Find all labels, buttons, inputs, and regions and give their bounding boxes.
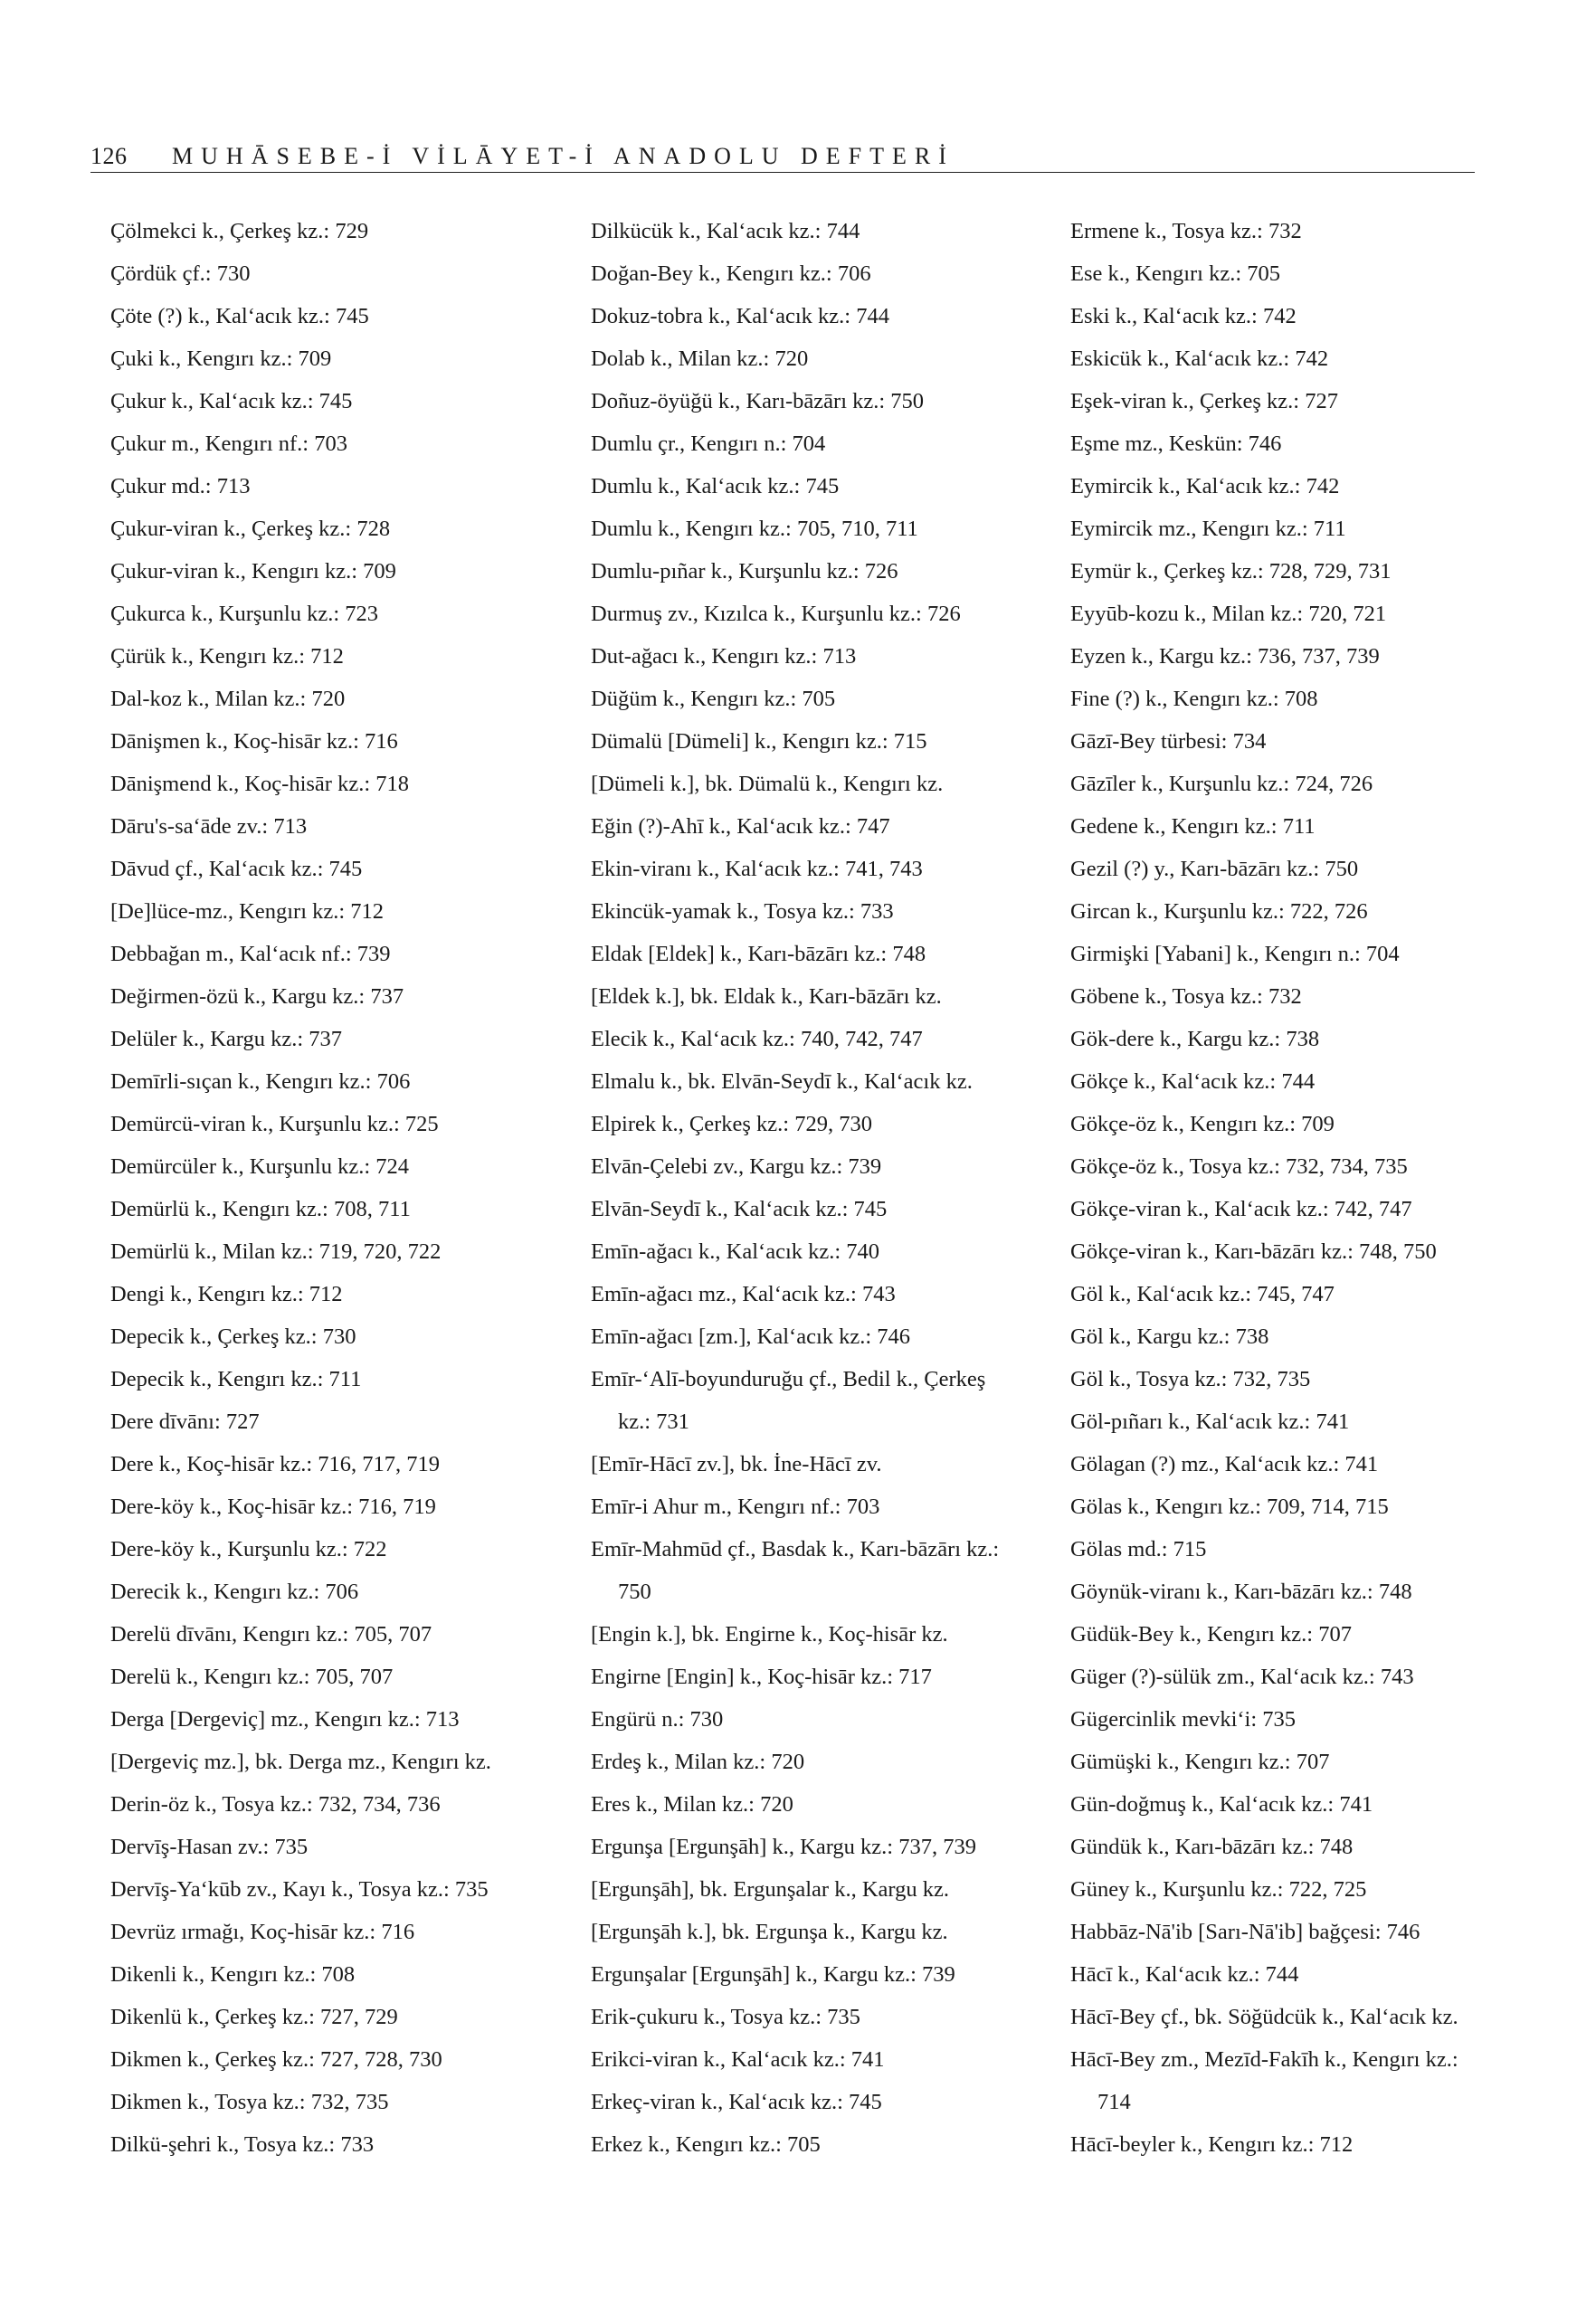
index-entry: Elmalu k., bk. Elvān-Seydī k., Kal‘acık kz. [591,1069,973,1094]
index-entry: Durmuş zv., Kızılca k., Kurşunlu kz.: 726 [591,602,961,626]
index-entry: Demīrli-sıçan k., Kengırı kz.: 706 [110,1069,411,1094]
index-entry: Dokuz-tobra k., Kal‘acık kz.: 744 [591,304,889,328]
index-entry: Çukur m., Kengırı nf.: 703 [110,432,347,456]
index-entry: Debbağan m., Kal‘acık nf.: 739 [110,942,391,966]
index-entry: Elvān-Çelebi zv., Kargu kz.: 739 [591,1154,882,1179]
index-entry: Eskicük k., Kal‘acık kz.: 742 [1070,346,1329,371]
index-entry: Demürlü k., Kengırı kz.: 708, 711 [110,1197,411,1221]
index-entry: kz.: 731 [618,1410,689,1434]
index-column-1 [110,210,581,2166]
index-entry: Gündük k., Karı-bāzārı kz.: 748 [1070,1835,1354,1859]
index-entry: Emīr-Mahmūd çf., Basdak k., Karı-bāzārı kz.: [591,1537,1000,1561]
index-entry: Emīn-ağacı mz., Kal‘acık kz.: 743 [591,1282,896,1306]
index-entry: Emīr-‘Alī-boyunduruğu çf., Bedil k., Çerkeş [591,1367,986,1391]
header-rule [90,172,1475,173]
index-entry: Demürlü k., Milan kz.: 719, 720, 722 [110,1239,442,1264]
index-entry: Ekin-viranı k., Kal‘acık kz.: 741, 743 [591,857,923,881]
index-entry: Devrüz ırmağı, Koç-hisār kz.: 716 [110,1920,415,1944]
index-entry: Delüler k., Kargu kz.: 737 [110,1027,343,1051]
index-entry: 750 [618,1580,651,1604]
index-entry: Çölmekci k., Çerkeş kz.: 729 [110,219,369,243]
index-entry: Dikenli k., Kengırı kz.: 708 [110,1962,356,1987]
index-entry: Dānişmen k., Koç-hisār kz.: 716 [110,729,398,754]
index-entry: Hācī k., Kal‘acık kz.: 744 [1070,1962,1299,1987]
index-entry: Dere-köy k., Koç-hisār kz.: 716, 719 [110,1495,436,1519]
index-entry: Elvān-Seydī k., Kal‘acık kz.: 745 [591,1197,888,1221]
index-entry: Eşek-viran k., Çerkeş kz.: 727 [1070,389,1338,413]
index-entry: Dumlu k., Kal‘acık kz.: 745 [591,474,840,498]
index-entry: Gök-dere k., Kargu kz.: 738 [1070,1027,1320,1051]
index-entry: Eres k., Milan kz.: 720 [591,1792,793,1817]
index-entry: Dikenlü k., Çerkeş kz.: 727, 729 [110,2005,398,2029]
index-entry: Dere k., Koç-hisār kz.: 716, 717, 719 [110,1452,441,1476]
index-entry: Dal-koz k., Milan kz.: 720 [110,687,346,711]
index-entry: Gāzī-Bey türbesi: 734 [1070,729,1267,754]
index-entry: Gölagan (?) mz., Kal‘acık kz.: 741 [1070,1452,1379,1476]
index-entry: Ergunşa [Ergunşāh] k., Kargu kz.: 737, 739 [591,1835,976,1859]
index-entry: Derelü dīvānı, Kengırı kz.: 705, 707 [110,1622,432,1647]
index-entry: Eymür k., Çerkeş kz.: 728, 729, 731 [1070,559,1392,584]
index-entry: Dut-ağacı k., Kengırı kz.: 713 [591,644,857,669]
index-entry: Güney k., Kurşunlu kz.: 722, 725 [1070,1877,1367,1902]
index-entry: Gügercinlik mevki‘i: 735 [1070,1707,1297,1732]
index-entry: Gedene k., Kengırı kz.: 711 [1070,814,1316,839]
index-entry: Gökçe-öz k., Tosya kz.: 732, 734, 735 [1070,1154,1408,1179]
index-entry: [Ergunşāh], bk. Ergunşalar k., Kargu kz. [591,1877,949,1902]
index-entry: Göl k., Kal‘acık kz.: 745, 747 [1070,1282,1335,1306]
index-entry: [De]lüce-mz., Kengırı kz.: 712 [110,899,385,924]
index-entry: Hācī-Bey zm., Mezīd-Fakīh k., Kengırı kz.: [1070,2047,1458,2072]
index-entry: Hācī-beyler k., Kengırı kz.: 712 [1070,2132,1354,2157]
index-entry: Çördük çf.: 730 [110,261,251,286]
index-entry: [Dergeviç mz.], bk. Derga mz., Kengırı kz. [110,1750,491,1774]
index-entry: Doğan-Bey k., Kengırı kz.: 706 [591,261,871,286]
index-entry: Gökçe k., Kal‘acık kz.: 744 [1070,1069,1316,1094]
index-entry: Doñuz-öyüğü k., Karı-bāzārı kz.: 750 [591,389,925,413]
index-entry: Derin-öz k., Tosya kz.: 732, 734, 736 [110,1792,441,1817]
index-entry: Eşme mz., Keskün: 746 [1070,432,1282,456]
index-entry: Gāzīler k., Kurşunlu kz.: 724, 726 [1070,772,1373,796]
index-entry: Düğüm k., Kengırı kz.: 705 [591,687,836,711]
index-entry: Depecik k., Kengırı kz.: 711 [110,1367,362,1391]
index-entry: Elpirek k., Çerkeş kz.: 729, 730 [591,1112,872,1136]
index-entry: Güdük-Bey k., Kengırı kz.: 707 [1070,1622,1352,1647]
index-entry: Gün-doğmuş k., Kal‘acık kz.: 741 [1070,1792,1373,1817]
index-entry: Girmişki [Yabani] k., Kengırı n.: 704 [1070,942,1400,966]
index-entry: Erkez k., Kengırı kz.: 705 [591,2132,821,2157]
index-entry: Derelü k., Kengırı kz.: 705, 707 [110,1665,394,1689]
index-entry: Gökçe-viran k., Karı-bāzārı kz.: 748, 750 [1070,1239,1437,1264]
index-entry: Gümüşki k., Kengırı kz.: 707 [1070,1750,1330,1774]
index-entry: Çöte (?) k., Kal‘acık kz.: 745 [110,304,369,328]
index-entry: Dikmen k., Çerkeş kz.: 727, 728, 730 [110,2047,442,2072]
index-entry: Göbene k., Tosya kz.: 732 [1070,984,1302,1009]
index-entry: 714 [1097,2090,1131,2114]
index-entry: Eyzen k., Kargu kz.: 736, 737, 739 [1070,644,1380,669]
index-entry: Dumlu k., Kengırı kz.: 705, 710, 711 [591,517,918,541]
index-entry: Habbāz-Nā'ib [Sarı-Nā'ib] bağçesi: 746 [1070,1920,1420,1944]
index-entry: Eymircik k., Kal‘acık kz.: 742 [1070,474,1340,498]
index-entry: Ekincük-yamak k., Tosya kz.: 733 [591,899,894,924]
index-entry: Dāru's-sa‘āde zv.: 713 [110,814,308,839]
index-entry: Hācī-Bey çf., bk. Söğüdcük k., Kal‘acık kz. [1070,2005,1458,2029]
index-entry: Ese k., Kengırı kz.: 705 [1070,261,1281,286]
index-entry: Erdeş k., Milan kz.: 720 [591,1750,805,1774]
index-entry: Göl-pıñarı k., Kal‘acık kz.: 741 [1070,1410,1350,1434]
index-entry: Dere-köy k., Kurşunlu kz.: 722 [110,1537,387,1561]
index-entry: Fine (?) k., Kengırı kz.: 708 [1070,687,1318,711]
index-entry: Gezil (?) y., Karı-bāzārı kz.: 750 [1070,857,1359,881]
index-entry: Göl k., Tosya kz.: 732, 735 [1070,1367,1311,1391]
index-entry: Engürü n.: 730 [591,1707,724,1732]
index-entry: Eski k., Kal‘acık kz.: 742 [1070,304,1297,328]
index-entry: Çukur-viran k., Kengırı kz.: 709 [110,559,396,584]
index-entry: Ermene k., Tosya kz.: 732 [1070,219,1302,243]
page-number: 126 [90,143,128,169]
index-entry: Dümalü [Dümeli] k., Kengırı kz.: 715 [591,729,927,754]
index-entry: Erkeç-viran k., Kal‘acık kz.: 745 [591,2090,882,2114]
index-entry: Derga [Dergeviç] mz., Kengırı kz.: 713 [110,1707,460,1732]
index-entry: Elecik k., Kal‘acık kz.: 740, 742, 747 [591,1027,923,1051]
index-entry: Gircan k., Kurşunlu kz.: 722, 726 [1070,899,1368,924]
index-column-2 [591,210,1070,2166]
index-entry: Dānişmend k., Koç-hisār kz.: 718 [110,772,409,796]
index-entry: Dervīş-Hasan zv.: 735 [110,1835,309,1859]
book-title: MUHĀSEBE-İ VİLĀYET-İ ANADOLU DEFTERİ [172,143,955,169]
index-entry: Emīn-ağacı [zm.], Kal‘acık kz.: 746 [591,1324,911,1349]
index-entry: Derecik k., Kengırı kz.: 706 [110,1580,359,1604]
index-entry: Göl k., Kargu kz.: 738 [1070,1324,1269,1349]
index-entry: Eymircik mz., Kengırı kz.: 711 [1070,517,1346,541]
index-entry: [Engin k.], bk. Engirne k., Koç-hisār kz. [591,1622,948,1647]
index-entry: Dere dīvānı: 727 [110,1410,260,1434]
index-entry: Emīn-ağacı k., Kal‘acık kz.: 740 [591,1239,880,1264]
index-entry: Gökçe-öz k., Kengırı kz.: 709 [1070,1112,1335,1136]
index-entry: [Eldek k.], bk. Eldak k., Karı-bāzārı kz. [591,984,942,1009]
running-header [90,143,1502,170]
index-entry: Çuki k., Kengırı kz.: 709 [110,346,332,371]
index-entry: Demürcü-viran k., Kurşunlu kz.: 725 [110,1112,439,1136]
index-entry: Dumlu çr., Kengırı n.: 704 [591,432,826,456]
index-entry: Dilkücük k., Kal‘acık kz.: 744 [591,219,860,243]
index-entry: Değirmen-özü k., Kargu kz.: 737 [110,984,404,1009]
index-entry: Dolab k., Milan kz.: 720 [591,346,809,371]
index-entry: Çukurca k., Kurşunlu kz.: 723 [110,602,378,626]
index-entry: Gökçe-viran k., Kal‘acık kz.: 742, 747 [1070,1197,1412,1221]
index-column-3 [1070,210,1532,2166]
index-entry: Engirne [Engin] k., Koç-hisār kz.: 717 [591,1665,932,1689]
index-entry: Eğin (?)-Ahī k., Kal‘acık kz.: 747 [591,814,890,839]
index-entry: Çukur md.: 713 [110,474,251,498]
index-entry: Çukur k., Kal‘acık kz.: 745 [110,389,353,413]
index-entry: Dikmen k., Tosya kz.: 732, 735 [110,2090,389,2114]
index-entry: [Dümeli k.], bk. Dümalü k., Kengırı kz. [591,772,944,796]
index-entry: Güger (?)-sülük zm., Kal‘acık kz.: 743 [1070,1665,1414,1689]
index-entry: Dengi k., Kengırı kz.: 712 [110,1282,343,1306]
index-entry: Dumlu-pıñar k., Kurşunlu kz.: 726 [591,559,898,584]
index-entry: Ergunşalar [Ergunşāh] k., Kargu kz.: 739 [591,1962,955,1987]
index-entry: [Ergunşāh k.], bk. Ergunşa k., Kargu kz. [591,1920,948,1944]
index-entry: Gölas k., Kengırı kz.: 709, 714, 715 [1070,1495,1389,1519]
index-entry: Dilkü-şehri k., Tosya kz.: 733 [110,2132,375,2157]
index-entry: [Emīr-Hācī zv.], bk. İne-Hācī zv. [591,1452,882,1476]
index-entry: Göynük-viranı k., Karı-bāzārı kz.: 748 [1070,1580,1412,1604]
index-entry: Emīr-i Ahur m., Kengırı nf.: 703 [591,1495,880,1519]
index-entry: Erik-çukuru k., Tosya kz.: 735 [591,2005,860,2029]
index-entry: Eyyūb-kozu k., Milan kz.: 720, 721 [1070,602,1387,626]
index-entry: Demürcüler k., Kurşunlu kz.: 724 [110,1154,409,1179]
index-entry: Depecik k., Çerkeş kz.: 730 [110,1324,356,1349]
index-entry: Gölas md.: 715 [1070,1537,1207,1561]
index-entry: Dāvud çf., Kal‘acık kz.: 745 [110,857,363,881]
index-entry: Çürük k., Kengırı kz.: 712 [110,644,344,669]
index-entry: Dervīş-Ya‘kūb zv., Kayı k., Tosya kz.: 735 [110,1877,489,1902]
index-entry: Eldak [Eldek] k., Karı-bāzārı kz.: 748 [591,942,926,966]
index-entry: Çukur-viran k., Çerkeş kz.: 728 [110,517,391,541]
index-entry: Erikci-viran k., Kal‘acık kz.: 741 [591,2047,885,2072]
